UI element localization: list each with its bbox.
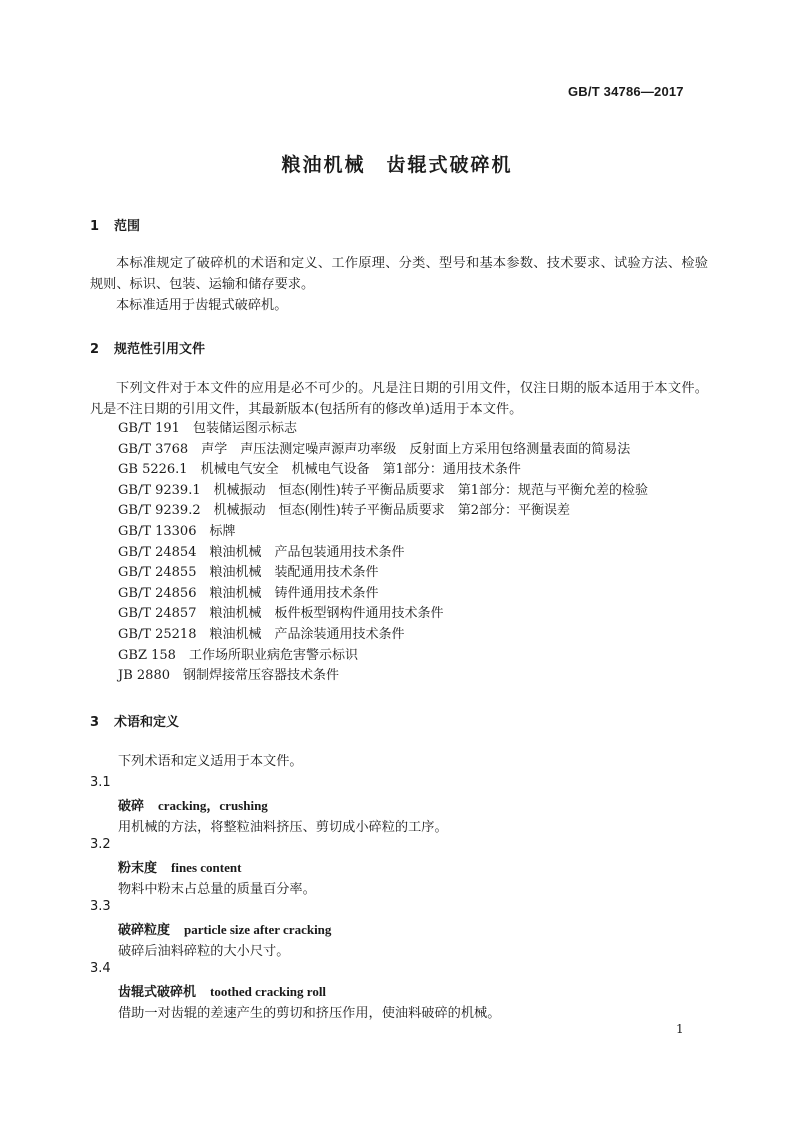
reference-item <box>118 522 648 543</box>
reference-title: 机械振动 恒态(刚性)转子平衡品质要求 第1部分：规范与平衡允差的检验 <box>213 482 649 498</box>
section-heading-normative-refs <box>90 338 205 357</box>
scope-paragraph: 本标准适用于齿辊式破碎机。 <box>116 298 288 313</box>
term-number: 3.1 <box>90 775 111 790</box>
term-definition: 借助一对齿辊的差速产生的剪切和挤压作用，使油料破碎的机械。 <box>118 1006 501 1021</box>
reference-item <box>118 625 648 646</box>
reference-code: GB 5226.1 <box>118 462 188 478</box>
term-entry <box>118 857 241 876</box>
reference-item <box>118 501 648 522</box>
term-chinese: 破碎粒度 <box>118 923 171 938</box>
section-heading-scope <box>90 215 140 234</box>
reference-item <box>118 666 648 687</box>
reference-code: GB/T 24855 <box>118 565 197 581</box>
scope-paragraph: 本标准规定了破碎机的术语和定义、工作原理、分类、型号和基本参数、技术要求、试验方法、检验规则、标识、包装、运输和储存要求。 <box>90 256 708 292</box>
term-entry <box>118 919 331 938</box>
section-number: 3 <box>90 715 100 730</box>
section-title: 范围 <box>114 219 141 234</box>
section-number: 1 <box>90 219 100 234</box>
reference-title: 粮油机械 装配通用技术条件 <box>209 565 379 581</box>
section-title: 术语和定义 <box>114 715 180 730</box>
section-heading-terms <box>90 711 179 730</box>
term-chinese: 破碎 <box>118 799 145 814</box>
term-number: 3.4 <box>90 961 111 976</box>
section-title: 规范性引用文件 <box>114 342 206 357</box>
reference-title: 标牌 <box>209 523 236 539</box>
reference-item <box>118 584 648 605</box>
terms-intro-text: 下列术语和定义适用于本文件。 <box>118 754 303 769</box>
term-english: particle size after cracking <box>184 922 332 937</box>
term-entry <box>118 795 268 814</box>
reference-item <box>118 440 648 461</box>
reference-code: GB/T 24854 <box>118 544 197 560</box>
reference-title: 粮油机械 板件板型钢构件通用技术条件 <box>209 606 444 622</box>
reference-code: GB/T 191 <box>118 421 180 436</box>
normative-refs-intro <box>90 378 708 420</box>
reference-code: GB/T 13306 <box>118 523 197 539</box>
term-number: 3.2 <box>90 837 111 852</box>
reference-item <box>118 563 648 584</box>
reference-code: GB/T 9239.2 <box>118 503 201 519</box>
reference-item <box>118 481 648 502</box>
reference-item <box>118 460 648 481</box>
reference-item <box>118 419 648 440</box>
scope-text <box>90 253 708 316</box>
term-definition: 用机械的方法，将整粒油料挤压、剪切成小碎粒的工序。 <box>118 820 448 835</box>
reference-item <box>118 543 648 564</box>
reference-title: 机械振动 恒态(刚性)转子平衡品质要求 第2部分：平衡误差 <box>213 503 571 519</box>
reference-code: JB 2880 <box>118 668 170 684</box>
standard-number: GB/T 34786—2017 <box>568 84 684 99</box>
reference-code: GBZ 158 <box>118 647 176 663</box>
reference-code: GB/T 9239.1 <box>118 482 201 498</box>
term-definition: 物料中粉末占总量的质量百分率。 <box>118 882 316 897</box>
term-english: toothed cracking roll <box>210 984 327 999</box>
term-chinese: 齿辊式破碎机 <box>118 985 197 1000</box>
reference-title: 粮油机械 产品包装通用技术条件 <box>209 544 405 560</box>
document-title: 粮油机械 齿辊式破碎机 <box>281 154 513 176</box>
reference-code: GB/T 24857 <box>118 606 197 622</box>
refs-intro-paragraph: 下列文件对于本文件的应用是必不可少的。凡是注日期的引用文件，仅注日期的版本适用于本文件。凡是不注日期的引用文件，其最新版本(包括所有的修改单)适用于本文件。 <box>90 381 708 417</box>
term-english: cracking，crushing <box>158 798 268 813</box>
reference-title: 机械电气安全 机械电气设备 第1部分：通用技术条件 <box>200 462 521 478</box>
section-number: 2 <box>90 342 100 357</box>
reference-code: GB/T 3768 <box>118 441 189 457</box>
term-chinese: 粉末度 <box>118 861 158 876</box>
term-english: fines content <box>171 860 242 875</box>
terms-intro <box>118 751 708 772</box>
reference-title: 声学 声压法测定噪声源声功率级 反射面上方采用包络测量表面的简易法 <box>201 441 631 457</box>
reference-title: 粮油机械 铸件通用技术条件 <box>209 585 379 601</box>
term-entry <box>118 981 326 1000</box>
reference-code: GB/T 24856 <box>118 585 197 601</box>
reference-title: 粮油机械 产品涂装通用技术条件 <box>209 626 405 642</box>
term-definition: 破碎后油料碎粒的大小尺寸。 <box>118 944 290 959</box>
reference-title: 工作场所职业病危害警示标识 <box>188 647 358 663</box>
term-number: 3.3 <box>90 899 111 914</box>
reference-item <box>118 604 648 625</box>
reference-title: 钢制焊接常压容器技术条件 <box>183 668 340 684</box>
reference-item <box>118 646 648 667</box>
reference-list <box>118 419 648 687</box>
page-number: 1 <box>676 1022 684 1036</box>
reference-title: 包装储运图示标志 <box>192 421 297 436</box>
reference-code: GB/T 25218 <box>118 626 197 642</box>
